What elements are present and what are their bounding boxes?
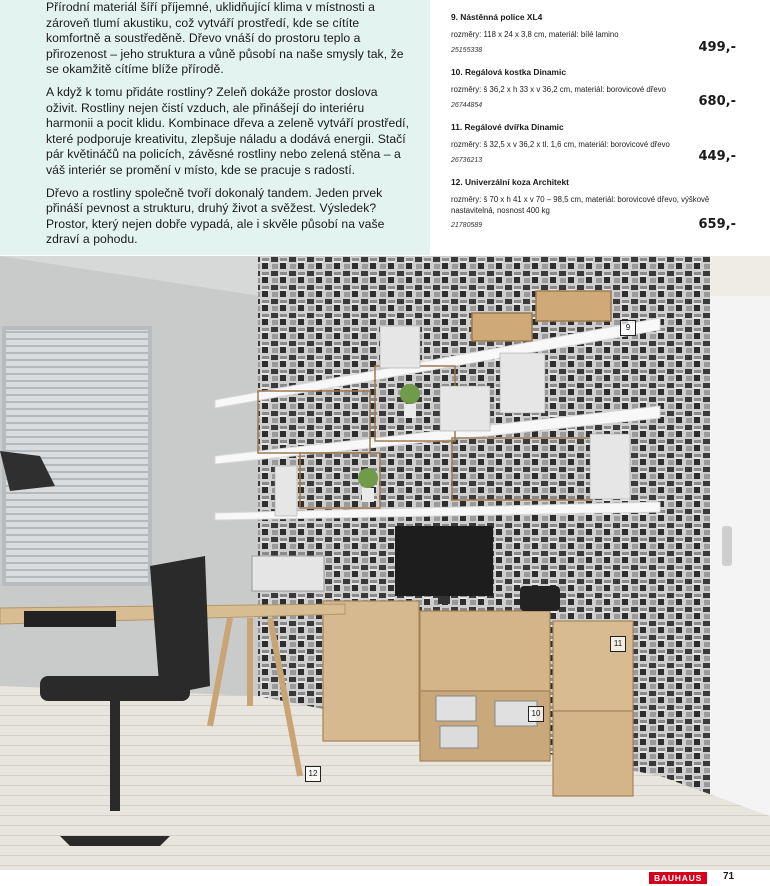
product-name: 11. Regálové dvířka Dinamic: [451, 122, 564, 132]
product-code: 25155338: [451, 46, 483, 54]
intro-paragraph-3: Dřevo a rostliny společně tvoří dokonalý tandem. Jeden prvek přináší pevnost a strukturu, druhý život a svěžest. Výsledek? Prostor, který nejen dobře vypadá, ale i skvěle působí na vaše zdraví a pohodu.: [46, 185, 385, 247]
callout-marker-12: 12: [305, 766, 321, 782]
product-price: 499,-: [698, 40, 736, 55]
product-desc: rozměry: š 36,2 x h 33 x v 36,2 cm, materiál: borovicové dřevo: [451, 85, 666, 94]
product-code: 21780589: [451, 222, 483, 229]
product-desc: rozměry: š 70 x h 41 x v 70 – 98,5 cm, materiál: borovicové dřevo, výškově nastavitelná, nosnost 400 kg: [451, 195, 710, 215]
product-list: [451, 0, 736, 255]
intro-paragraph-2: A když k tomu přidáte rostliny? Zeleň dokáže prostor doslova oživit. Rostliny nejen čistí vzduch, ale přinášejí do interiéru harmonii a pocit klidu. Kombinace dřeva a zeleně vytváří prostředí, které podporuje kreativitu, zlepšuje náladu a dodává energii. Stačí pár květináčů na policích, závěsné rostliny nebo zelená stěna – a váš interiér se promění v místo, kde se pracuje s radostí.: [46, 84, 410, 177]
intro-panel: [0, 0, 430, 255]
product-price: 449,-: [698, 149, 736, 164]
product-code: 26736213: [451, 156, 483, 164]
product-name: 10. Regálová kostka Dinamic: [451, 67, 566, 77]
product-name: 9. Nástěnná police XL4: [451, 12, 543, 22]
product-name: 12. Univerzální koza Architekt: [451, 177, 569, 187]
product-item: [451, 177, 736, 232]
intro-paragraph-1: Přírodní materiál šíří příjemné, uklidňující klima v místnosti a zároveň tlumí akustiku, což vytváří prostředí, kde se cítíte komfortně a soustředěně. Dřevo vnáší do prostoru teplo a přirozenost – jeho struktura a vůně působí na naše smysly tak, že se okamžitě cítíme blíže přírodě.: [46, 0, 404, 77]
callout-marker-10: 10: [528, 706, 544, 722]
product-desc: rozměry: 118 x 24 x 3,8 cm, materiál: bílé lamino: [451, 30, 619, 39]
product-price: 659,-: [698, 217, 736, 232]
product-desc: rozměry: š 32,5 x v 36,2 x tl. 1,6 cm, materiál: borovicové dřevo: [451, 140, 670, 149]
product-item: [451, 12, 736, 54]
page-number: 71: [723, 871, 735, 882]
room-illustration: [0, 256, 770, 870]
callout-marker-9: 9: [620, 320, 636, 336]
page-footer: [0, 870, 770, 886]
product-item: [451, 122, 736, 164]
brand-logo: BAUHAUS: [649, 872, 707, 884]
room-photo: [0, 256, 770, 870]
product-price: 680,-: [698, 94, 736, 109]
product-item: [451, 67, 736, 109]
callout-marker-11: 11: [610, 636, 626, 652]
product-code: 26744854: [451, 101, 483, 109]
